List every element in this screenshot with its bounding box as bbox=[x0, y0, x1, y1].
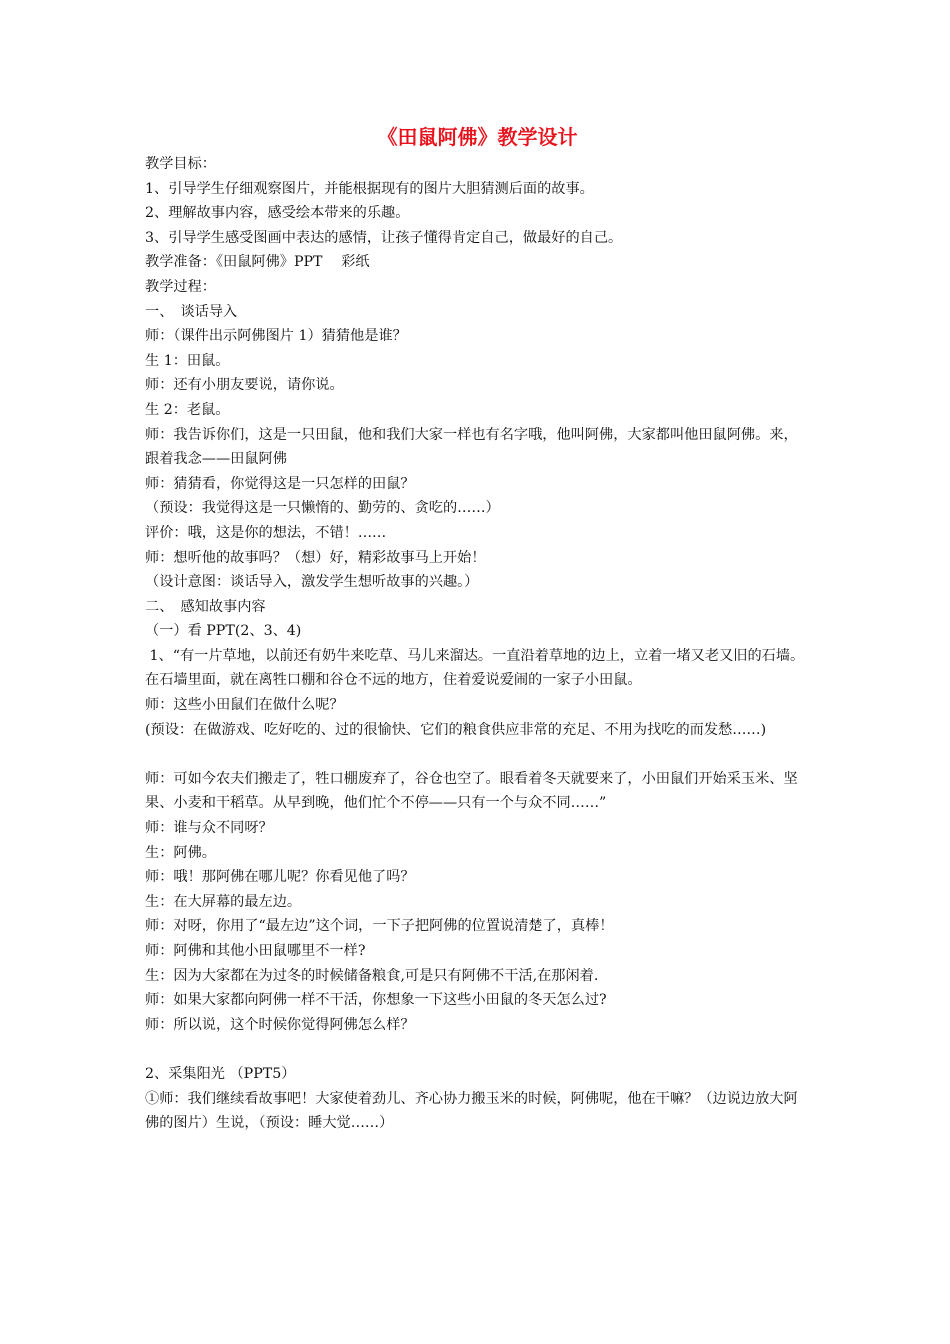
text-line: 生 2：老鼠。 bbox=[145, 401, 230, 418]
text-line: 生：在大屏幕的最左边。 bbox=[145, 893, 302, 910]
text-line: 师：如果大家都向阿佛一样不干活，你想象一下这些小田鼠的冬天怎么过? bbox=[145, 992, 607, 1009]
text-line: 师：所以说，这个时候你觉得阿佛怎么样？ bbox=[145, 1016, 415, 1033]
document-body bbox=[145, 122, 810, 1136]
text-line: 1、引导学生仔细观察图片，并能根据现有的图片大胆猜测后面的故事。 bbox=[145, 180, 594, 197]
document-lines bbox=[145, 152, 810, 1136]
text-line: 师：这些小田鼠们在做什么呢？ bbox=[145, 697, 344, 714]
text-line: （设计意图：谈话导入，激发学生想听故事的兴趣。） bbox=[145, 574, 479, 591]
text-line: 二、 感知故事内容 bbox=[145, 598, 266, 615]
text-line bbox=[145, 742, 810, 767]
text-line: 1、“有一片草地，以前还有奶牛来吃草、马儿来溜达。一直沿着草地的边上，立着一堵又老又旧的石墙。在石墙里面，就在离牲口棚和谷仓不远的地方，住着爱说爱闹的一家子小田鼠。 bbox=[145, 647, 805, 689]
text-line: 一、 谈话导入 bbox=[145, 303, 238, 320]
text-line: 教学目标： bbox=[145, 156, 216, 172]
text-line: 评价：哦，这是你的想法，不错！…… bbox=[145, 524, 387, 541]
text-line: (预设：在做游戏、吃好吃的、过的很愉快、它们的粮食供应非常的充足、不用为找吃的而发愁……) bbox=[145, 721, 767, 738]
text-line: 师：还有小朋友要说，请你说。 bbox=[145, 377, 344, 394]
text-line: 师：哦！那阿佛在哪儿呢？你看见他了吗？ bbox=[145, 869, 415, 886]
document-title: 《田鼠阿佛》教学设计 bbox=[377, 125, 578, 149]
text-line: 教学准备：《田鼠阿佛》PPT 彩纸 bbox=[145, 254, 370, 271]
text-line: （一）看 PPT(2、3、4) bbox=[145, 623, 302, 640]
text-line: 生：因为大家都在为过冬的时候储备粮食,可是只有阿佛不干活,在那闲着. bbox=[145, 967, 599, 984]
text-line: 师：可如今农夫们搬走了，牲口棚废弃了，谷仓也空了。眼看着冬天就要来了，小田鼠们开始采玉米、坚果、小麦和干稻草。从早到晚，他们忙个不停——只有一个与众不同……” bbox=[145, 770, 798, 812]
text-line: 2、采集阳光 （PPT5） bbox=[145, 1065, 296, 1082]
text-line: 师：阿佛和其他小田鼠哪里不一样? bbox=[145, 943, 366, 959]
text-line: 2、理解故事内容，感受绘本带来的乐趣。 bbox=[145, 205, 410, 222]
text-line: 师：谁与众不同呀？ bbox=[145, 820, 273, 837]
text-line: 师：（课件出示阿佛图片 1）猜猜他是谁？ bbox=[145, 328, 407, 345]
text-line: 3、引导学生感受图画中表达的感情，让孩子懂得肯定自己，做最好的自己。 bbox=[145, 229, 623, 246]
text-line: （预设：我觉得这是一只懒惰的、勤劳的、贪吃的……） bbox=[145, 500, 500, 517]
text-line: 师：想听他的故事吗？（想）好，精彩故事马上开始！ bbox=[145, 549, 486, 566]
text-line: ①师：我们继续看故事吧！大家使着劲儿、齐心协力搬玉米的时候，阿佛呢，他在干嘛？（边说边放大阿佛的图片）生说，（预设：睡大觉……） bbox=[145, 1090, 798, 1132]
text-line: 生：阿佛。 bbox=[145, 844, 216, 861]
text-line bbox=[145, 1037, 810, 1062]
text-line: 教学过程： bbox=[145, 278, 216, 295]
text-line: 生 1：田鼠。 bbox=[145, 352, 230, 369]
text-line: 师：我告诉你们，这是一只田鼠，他和我们大家一样也有名字哦，他叫阿佛，大家都叫他田鼠阿佛。来，跟着我念——田鼠阿佛 bbox=[145, 426, 798, 468]
text-line: 师：猜猜看，你觉得这是一只怎样的田鼠？ bbox=[145, 475, 415, 492]
text-line: 师：对呀，你用了“最左边”这个词，一下子把阿佛的位置说清楚了，真棒！ bbox=[145, 918, 614, 935]
